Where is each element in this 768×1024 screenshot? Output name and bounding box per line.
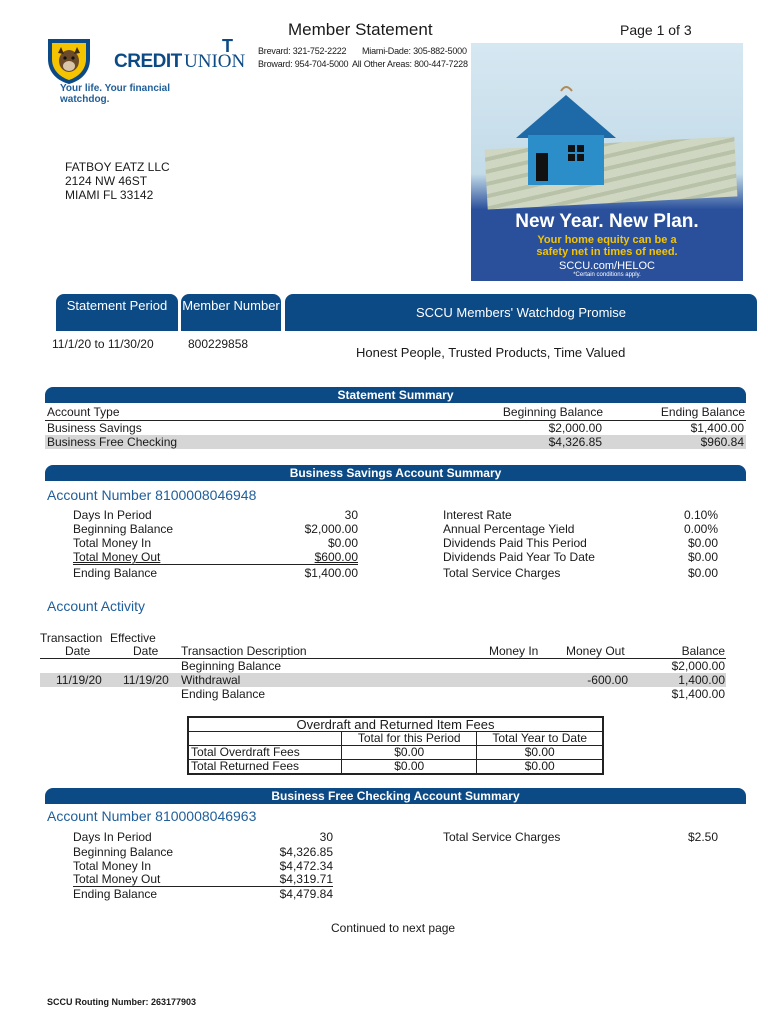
- address-city: MIAMI FL 33142: [65, 188, 154, 202]
- ad-line2: safety net in times of need.: [536, 246, 678, 258]
- statement-period-header: Statement Period: [56, 294, 178, 331]
- summary-col-end: Ending Balance: [660, 405, 745, 419]
- col-balance: Balance: [681, 644, 725, 658]
- phone-miami: Miami-Dade: 305-882-5000: [362, 46, 467, 56]
- ad-headline: New Year. New Plan.: [515, 211, 699, 232]
- logo: [44, 35, 244, 87]
- col-money-out: Money Out: [566, 644, 625, 658]
- stat-value: $0.00: [687, 566, 718, 580]
- page-number: Page 1 of 3: [620, 22, 692, 38]
- stat-value: $1,400.00: [304, 566, 358, 580]
- stat-label: Total Money In: [73, 859, 152, 873]
- ad-line1: Your home equity can be a: [537, 234, 677, 246]
- member-number: 800229858: [188, 337, 249, 351]
- stat-label: Beginning Balance: [73, 522, 174, 536]
- watchdog-promise: Honest People, Trusted Products, Time Valued: [356, 345, 626, 360]
- address-name: FATBOY EATZ LLC: [65, 160, 170, 174]
- stat-label: Total Money Out: [73, 550, 161, 564]
- col-transaction-bottom: Date: [65, 644, 91, 658]
- fees-header-row: [188, 732, 603, 746]
- stat-value: $4,479.84: [279, 887, 333, 901]
- eff-date: 11/19/20: [123, 673, 169, 687]
- summary-end: $1,400.00: [690, 421, 744, 435]
- stat-value: $4,326.85: [279, 845, 333, 859]
- stat-value: 30: [319, 830, 333, 844]
- table-row: [188, 746, 603, 760]
- fee-ytd: $0.00: [477, 746, 603, 760]
- overdraft-fees-table: [187, 716, 604, 775]
- table-row: [188, 760, 603, 775]
- table-row: [45, 421, 746, 435]
- stat-value: $4,319.71: [279, 872, 333, 886]
- stat-value: $0.00: [687, 536, 718, 550]
- stat-label: Total Money In: [73, 536, 152, 550]
- tagline: Your life. Your financial watchdog.: [60, 83, 171, 105]
- fee-label: Total Returned Fees: [188, 760, 342, 775]
- stat-label: Total Service Charges: [443, 830, 561, 844]
- col-transaction-top: Transaction: [40, 631, 103, 645]
- continued-note: Continued to next page: [331, 921, 456, 935]
- summary-col-begin: Beginning Balance: [502, 405, 603, 419]
- summary-col-type: Account Type: [47, 405, 120, 419]
- routing-number: SCCU Routing Number: 263177903: [47, 997, 197, 1007]
- phone-brevard: Brevard: 321-752-2222: [258, 46, 347, 56]
- description: Withdrawal: [181, 673, 241, 687]
- stat-value: $0.00: [687, 550, 718, 564]
- fee-period: $0.00: [342, 746, 477, 760]
- money-out: -600.00: [587, 673, 628, 687]
- checking-account-number: Account Number 8100008046963: [47, 808, 257, 824]
- address-street: 2124 NW 46ST: [65, 174, 148, 188]
- summary-type: Business Savings: [47, 421, 142, 435]
- stat-label: Days In Period: [73, 830, 152, 844]
- stat-value: $2.50: [687, 830, 718, 844]
- member-number-header: Member Number: [181, 294, 281, 331]
- stat-label: Beginning Balance: [73, 845, 174, 859]
- watchdog-shield-icon: [44, 35, 94, 85]
- description: Ending Balance: [181, 687, 266, 701]
- summary-begin: $2,000.00: [548, 421, 602, 435]
- stat-label: Annual Percentage Yield: [443, 522, 575, 536]
- table-row: [45, 435, 746, 449]
- page-title: Member Statement: [288, 20, 433, 39]
- stat-value: 0.00%: [683, 522, 718, 536]
- trans-date: 11/19/20: [56, 673, 102, 687]
- statement-summary-header: Statement Summary: [45, 387, 746, 403]
- stat-value: $2,000.00: [304, 522, 358, 536]
- fee-period: $0.00: [342, 760, 477, 775]
- col-money-in: Money In: [489, 644, 539, 658]
- mailing-address: [65, 160, 170, 202]
- stat-value: $4,472.34: [279, 859, 333, 873]
- stat-label: Total Service Charges: [443, 566, 561, 580]
- fees-col-period: Total for this Period: [342, 732, 477, 746]
- ad-fine-print: *Certain conditions apply.: [573, 272, 641, 278]
- stat-label: Total Money Out: [73, 872, 161, 886]
- stat-label: Dividends Paid Year To Date: [443, 550, 595, 564]
- phone-other: All Other Areas: 800-447-7228: [352, 59, 468, 69]
- summary-end: $960.84: [700, 435, 744, 449]
- summary-begin: $4,326.85: [548, 435, 602, 449]
- table-row: [40, 673, 726, 687]
- stat-label: Days In Period: [73, 508, 152, 522]
- account-activity-title: Account Activity: [47, 598, 146, 614]
- phone-broward: Broward: 954-704-5000: [258, 59, 349, 69]
- watchdog-promise-header: SCCU Members' Watchdog Promise: [285, 294, 757, 331]
- table-row: [40, 659, 726, 673]
- fees-title-row: [188, 717, 603, 732]
- col-effective-top: Effective: [110, 631, 156, 645]
- stat-label: Ending Balance: [73, 566, 158, 580]
- ad-url[interactable]: SCCU.com/HELOC: [559, 260, 655, 272]
- description: Beginning Balance: [181, 659, 282, 673]
- balance: $2,000.00: [671, 659, 725, 673]
- stat-value: $0.00: [327, 536, 358, 550]
- stat-label: Dividends Paid This Period: [443, 536, 587, 550]
- fee-label: Total Overdraft Fees: [188, 746, 342, 760]
- stat-divider: [73, 564, 358, 565]
- table-row: [40, 687, 726, 701]
- brand-t: T: [222, 36, 233, 56]
- fees-col-ytd: Total Year to Date: [477, 732, 603, 746]
- fee-ytd: $0.00: [477, 760, 603, 775]
- stat-value: 30: [344, 508, 358, 522]
- fees-title: Overdraft and Returned Item Fees: [188, 717, 603, 732]
- statement-period: 11/1/20 to 11/30/20: [52, 337, 154, 351]
- checking-summary-header: Business Free Checking Account Summary: [45, 788, 746, 804]
- brand-union: UNION: [184, 51, 246, 72]
- balance: $1,400.00: [671, 687, 725, 701]
- fees-blank-header: [188, 732, 342, 746]
- savings-summary-header: Business Savings Account Summary: [45, 465, 746, 481]
- summary-type: Business Free Checking: [47, 435, 178, 449]
- brand-credit: CREDIT: [114, 51, 182, 72]
- balance: 1,400.00: [678, 673, 725, 687]
- stat-value: $600.00: [314, 550, 358, 564]
- col-effective-bottom: Date: [133, 644, 159, 658]
- heloc-ad[interactable]: [471, 43, 743, 281]
- house-icon: [506, 83, 626, 193]
- col-description: Transaction Description: [181, 644, 307, 658]
- stat-label: Interest Rate: [443, 508, 512, 522]
- savings-account-number: Account Number 8100008046948: [47, 487, 257, 503]
- stat-value: 0.10%: [683, 508, 718, 522]
- stat-label: Ending Balance: [73, 887, 158, 901]
